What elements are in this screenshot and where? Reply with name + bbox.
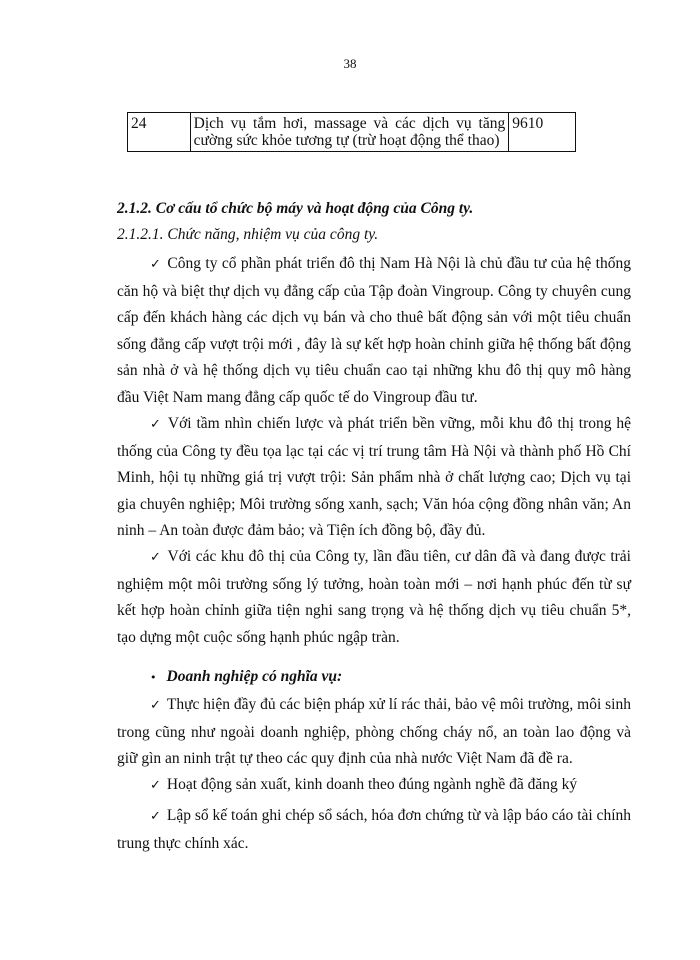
business-lines-table (127, 112, 576, 152)
table-row (128, 113, 576, 152)
paragraph-5 (117, 772, 631, 800)
check-icon: ✓ (150, 778, 161, 793)
check-icon: ✓ (150, 698, 161, 713)
row-number-cell: 24 (128, 113, 191, 152)
bullet-icon: • (150, 671, 157, 684)
page-number: 38 (343, 56, 357, 71)
obligations-heading-text: Doanh nghiệp có nghĩa vụ: (166, 668, 343, 685)
paragraph-2 (117, 411, 631, 545)
paragraph-6-text: Lập sổ kế toán ghi chép sổ sách, hóa đơn chứng từ và lập báo cáo tài chính trung thực chính xác. (117, 807, 631, 852)
row-code-cell: 9610 (509, 113, 576, 152)
obligations-heading (117, 664, 631, 692)
paragraph-4 (117, 692, 631, 773)
paragraph-4-text: Thực hiện đầy đủ các biện pháp xử lí rác thải, bảo vệ môi trường, môi sinh trong cũng như ngoài doanh nghiệp, phòng chống cháy nổ, an toàn lao động và giữ gìn an ninh trật tự theo các quy định của nhà nước Việt Nam đã đề ra. (117, 696, 631, 767)
paragraph-1 (117, 251, 631, 411)
paragraph-2-text: Với tầm nhìn chiến lược và phát triển bền vững, mỗi khu đô thị trong hệ thống của Công ty đều tọa lạc tại các vị trí trung tâm Hà Nội và thành phố Hồ Chí Minh, hội tụ những giá trị vượt trội: Sản phẩm nhà ở chất lượng cao; Dịch vụ tại gia chuyên nghiệp; Môi trường sống xanh, sạch; Văn hóa cộng đồng nhân văn; An ninh – An toàn được đảm bảo; và Tiện ích đồng bộ, đầy đủ. (117, 415, 631, 539)
paragraph-6 (117, 803, 631, 857)
subsection-heading: 2.1.2.1. Chức năng, nhiệm vụ của công ty. (117, 226, 379, 243)
paragraph-3-text: Với các khu đô thị của Công ty, lần đầu tiên, cư dân đã và đang được trải nghiệm một môi trường sống lý tưởng, hoàn toàn mới – nơi hạnh phúc đến từ sự kết hợp hoàn chỉnh giữa tiện nghi sang trọng và hệ thống dịch vụ tiêu chuẩn 5*, tạo dựng một cuộc sống hạnh phúc ngập tràn. (117, 548, 631, 646)
check-icon: ✓ (150, 809, 161, 824)
check-icon: ✓ (150, 417, 162, 432)
section-heading: 2.1.2. Cơ cấu tổ chức bộ máy và hoạt động của Công ty. (117, 200, 474, 217)
check-icon: ✓ (150, 257, 162, 272)
paragraph-3 (117, 544, 631, 651)
row-description-cell: Dịch vụ tắm hơi, massage và các dịch vụ tăng cường sức khỏe tương tự (trừ hoạt động thể thao) (190, 113, 509, 152)
paragraph-5-text: Hoạt động sản xuất, kinh doanh theo đúng ngành nghề đã đăng ký (166, 776, 578, 793)
check-icon: ✓ (150, 550, 162, 565)
paragraph-1-text: Công ty cổ phần phát triển đô thị Nam Hà Nội là chủ đầu tư của hệ thống căn hộ và biệt thự dịch vụ đẳng cấp của Tập đoàn Vingroup. Công ty chuyên cung cấp đến khách hàng các dịch vụ bán và cho thuê bất động sản với một tiêu chuẩn sống đẳng cấp vượt trội mới , đây là sự kết hợp hoàn chỉnh giữa hệ thống bất động sản nhà ở và hệ thống dịch vụ tiêu chuẩn cao tại những khu đô thị quy mô hàng đầu Việt Nam mang đẳng cấp quốc tế do Vingroup đầu tư. (117, 255, 631, 406)
